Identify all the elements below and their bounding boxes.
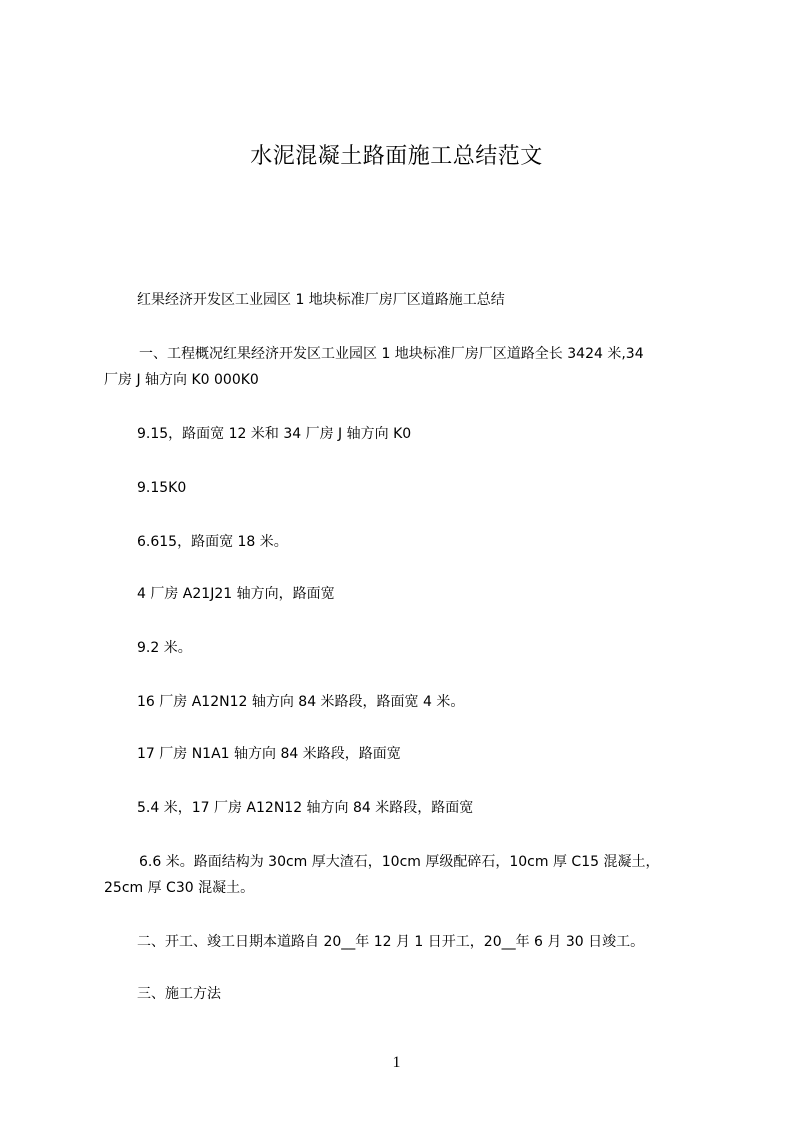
paragraph: 6.6 米。路面结构为 30cm 厚大渣石，10cm 厚级配碎石，10cm 厚 C15 混凝土，: [139, 854, 660, 870]
page-number: 1: [392, 1054, 401, 1071]
paragraph: 红果经济开发区工业园区 1 地块标准厂房厂区道路施工总结: [137, 292, 505, 308]
section-heading: 三、施工方法: [137, 986, 221, 1002]
paragraph: 9.2 米。: [137, 640, 192, 656]
paragraph: 一、工程概况红果经济开发区工业园区 1 地块标准厂房厂区道路全长 3424 米,34: [139, 346, 644, 362]
paragraph: 4 厂房 A21J21 轴方向，路面宽: [137, 586, 335, 602]
paragraph: 9.15，路面宽 12 米和 34 厂房 J 轴方向 K0: [137, 426, 412, 442]
paragraph: 25cm 厚 C30 混凝土。: [104, 880, 255, 896]
paragraph: 9.15K0: [137, 480, 187, 496]
paragraph: 16 厂房 A12N12 轴方向 84 米路段，路面宽 4 米。: [137, 694, 465, 710]
paragraph: 5.4 米，17 厂房 A12N12 轴方向 84 米路段，路面宽: [137, 800, 474, 816]
paragraph: 厂房 J 轴方向 K0 000K0: [104, 372, 259, 388]
document-title: 水泥混凝土路面施工总结范文: [250, 144, 543, 169]
paragraph: 17 厂房 N1A1 轴方向 84 米路段，路面宽: [137, 746, 401, 762]
paragraph: 6.615，路面宽 18 米。: [137, 534, 288, 550]
paragraph: 二、开工、竣工日期本道路自 20__年 12 月 1 日开工，20__年 6 月 30 日竣工。: [137, 934, 645, 950]
